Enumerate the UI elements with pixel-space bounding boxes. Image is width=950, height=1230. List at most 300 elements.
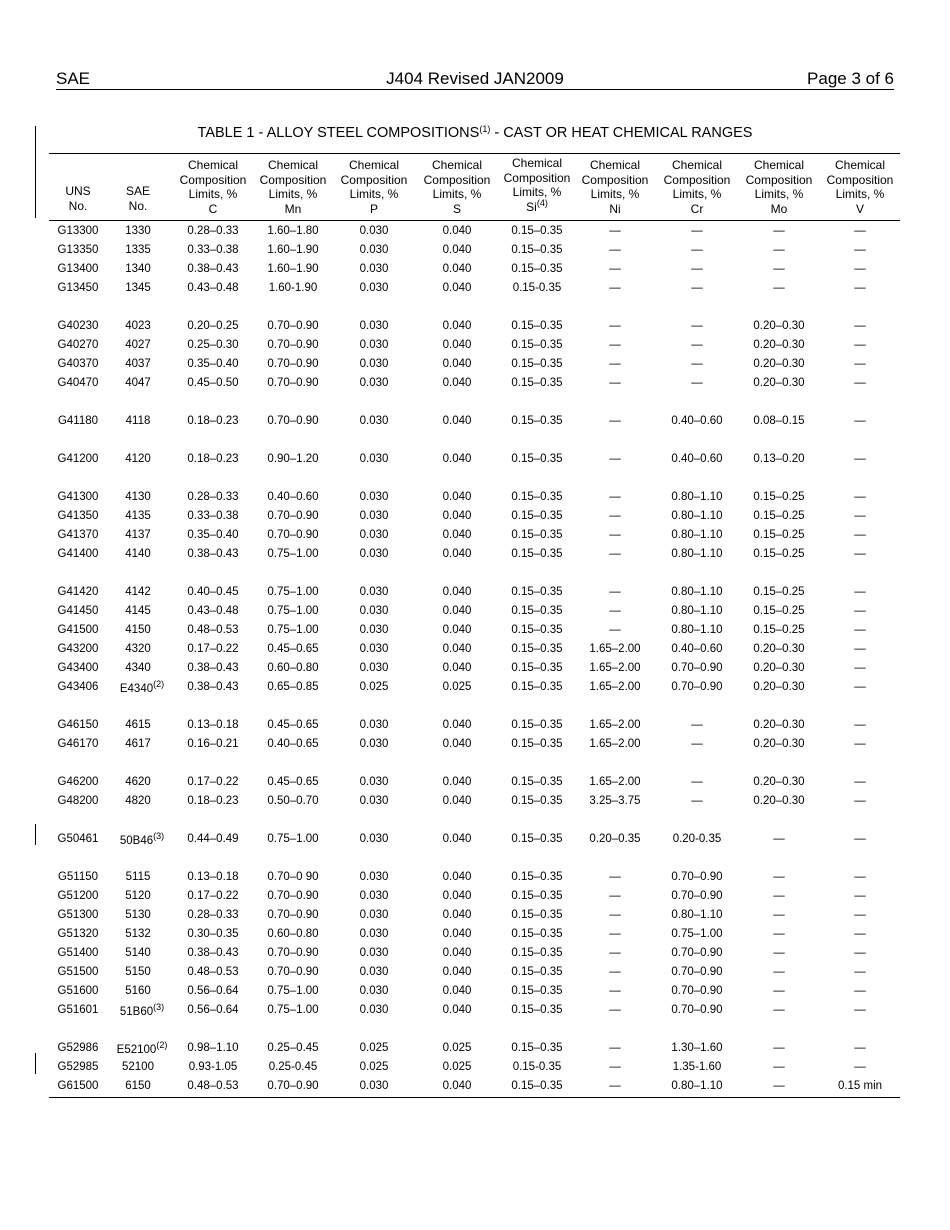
cell-value: 0.15–0.35 xyxy=(511,833,563,845)
cell-mo xyxy=(738,868,820,887)
cell-value: 0.15–0.35 xyxy=(511,339,563,351)
cell-value: 4617 xyxy=(125,738,151,750)
cell-value: G41300 xyxy=(57,491,99,503)
cell-value: 0.20–0.30 xyxy=(753,776,805,788)
cell-cr xyxy=(656,735,738,754)
cell-value: 1.35-1.60 xyxy=(672,1061,722,1073)
cell-value: — xyxy=(854,548,866,560)
change-bar xyxy=(35,1053,36,1074)
table-row xyxy=(49,260,900,279)
cell-value: — xyxy=(609,605,621,617)
cell-mn xyxy=(252,355,334,374)
cell-value: 0.75–1.00 xyxy=(267,586,319,598)
table-row xyxy=(49,488,900,507)
table-row xyxy=(49,1077,900,1096)
cell-value: — xyxy=(691,776,703,788)
cell-p xyxy=(333,1039,415,1058)
cell-p xyxy=(333,545,415,564)
cell-sae xyxy=(97,241,179,260)
cell-c xyxy=(172,868,254,887)
cell-mn xyxy=(252,868,334,887)
cell-s xyxy=(416,659,498,678)
cell-mn xyxy=(252,450,334,469)
cell-value: 0.20–0.30 xyxy=(753,339,805,351)
cell-c xyxy=(172,241,254,260)
cell-value: G41370 xyxy=(57,529,99,541)
cell-value: 1.60–1.90 xyxy=(267,244,319,256)
cell-value: 0.33–0.38 xyxy=(187,510,239,522)
column-header-symbol: Si xyxy=(526,199,537,214)
cell-value: G41180 xyxy=(57,415,99,427)
cell-v xyxy=(819,260,901,279)
cell-value: G41350 xyxy=(57,510,99,522)
cell-value: 5130 xyxy=(125,909,151,921)
cell-ni xyxy=(574,640,656,659)
cell-sae xyxy=(97,792,179,811)
cell-value: 0.030 xyxy=(359,282,389,294)
cell-value: — xyxy=(854,833,866,845)
table-row xyxy=(49,906,900,925)
cell-si xyxy=(496,925,578,944)
cell-value: 0.030 xyxy=(359,244,389,256)
cell-c xyxy=(172,792,254,811)
cell-value: — xyxy=(854,662,866,674)
cell-ni xyxy=(574,412,656,431)
table-row xyxy=(49,1058,900,1077)
column-header-line: SAE xyxy=(125,184,150,198)
cell-value: 51B60 xyxy=(119,1006,154,1018)
table-row xyxy=(49,1001,900,1020)
cell-value: 0.030 xyxy=(359,225,389,237)
cell-mo xyxy=(738,583,820,602)
cell-value: 0.030 xyxy=(359,453,389,465)
column-header-line: Chemical xyxy=(834,158,885,172)
table-row xyxy=(49,944,900,963)
table-row xyxy=(49,735,900,754)
table-title xyxy=(0,125,950,141)
cell-s xyxy=(416,982,498,1001)
cell-value: — xyxy=(609,491,621,503)
cell-mn xyxy=(252,678,334,697)
cell-value: 0.030 xyxy=(359,738,389,750)
cell-v xyxy=(819,1001,901,1020)
cell-value: 0.030 xyxy=(359,909,389,921)
cell-value: 3.25–3.75 xyxy=(589,795,641,807)
cell-value: — xyxy=(854,510,866,522)
cell-value: 0.15–0.35 xyxy=(511,719,563,731)
cell-ni xyxy=(574,279,656,298)
cell-cr xyxy=(656,640,738,659)
cell-value: 0.040 xyxy=(442,339,472,351)
cell-mo xyxy=(738,317,820,336)
cell-value: 0.040 xyxy=(442,966,472,978)
cell-value: 4118 xyxy=(125,415,151,427)
cell-v xyxy=(819,659,901,678)
cell-value: 0.70–0.90 xyxy=(671,681,723,693)
cell-c xyxy=(172,317,254,336)
cell-mo xyxy=(738,925,820,944)
cell-value: 0.040 xyxy=(442,738,472,750)
cell-mn xyxy=(252,906,334,925)
cell-ni xyxy=(574,925,656,944)
cell-value: 0.45–0.65 xyxy=(267,776,319,788)
cell-value: 4135 xyxy=(125,510,151,522)
cell-value: G41450 xyxy=(57,605,99,617)
cell-value: G41200 xyxy=(57,453,99,465)
cell-value: 0.20–0.30 xyxy=(753,738,805,750)
cell-mn xyxy=(252,602,334,621)
cell-mn xyxy=(252,925,334,944)
table-row xyxy=(49,355,900,374)
cell-value: — xyxy=(609,1042,621,1054)
table-row xyxy=(49,317,900,336)
cell-value: — xyxy=(691,225,703,237)
cell-c xyxy=(172,735,254,754)
cell-cr xyxy=(656,659,738,678)
cell-value: 0.15–0.35 xyxy=(511,1042,563,1054)
cell-value: 0.025 xyxy=(359,1061,389,1073)
column-header-line: Chemical xyxy=(753,158,804,172)
cell-cr xyxy=(656,260,738,279)
cell-cr xyxy=(656,450,738,469)
cell-p xyxy=(333,1058,415,1077)
cell-s xyxy=(416,621,498,640)
cell-value: 0.15–0.35 xyxy=(511,738,563,750)
cell-value: 1.60–1.80 xyxy=(267,225,319,237)
cell-value: 0.15-0.35 xyxy=(512,1061,562,1073)
cell-value: 0.040 xyxy=(442,1080,472,1092)
cell-value: — xyxy=(854,719,866,731)
cell-value: — xyxy=(691,282,703,294)
cell-value: — xyxy=(854,491,866,503)
cell-value: 0.13–0.18 xyxy=(187,871,239,883)
cell-cr xyxy=(656,906,738,925)
column-header-line: Chemical xyxy=(187,158,238,172)
cell-value: — xyxy=(609,586,621,598)
cell-s xyxy=(416,317,498,336)
cell-value: 1.65–2.00 xyxy=(589,776,641,788)
cell-value: — xyxy=(854,320,866,332)
column-header-line: V xyxy=(855,201,864,216)
cell-ni xyxy=(574,887,656,906)
cell-value: G13300 xyxy=(57,225,99,237)
cell-value: 0.38–0.43 xyxy=(187,662,239,674)
cell-value: 0.030 xyxy=(359,719,389,731)
cell-value: 0.38–0.43 xyxy=(187,263,239,275)
column-header xyxy=(252,158,334,216)
cell-cr xyxy=(656,982,738,1001)
cell-v xyxy=(819,374,901,393)
cell-si xyxy=(496,1039,578,1058)
cell-value: G51300 xyxy=(57,909,99,921)
cell-si xyxy=(496,336,578,355)
cell-value: 0.70–0.90 xyxy=(267,947,319,959)
cell-value: 0.15–0.35 xyxy=(511,453,563,465)
cell-c xyxy=(172,640,254,659)
cell-value: — xyxy=(854,890,866,902)
cell-value: — xyxy=(773,928,785,940)
cell-value: 0.90–1.20 xyxy=(267,453,319,465)
cell-sae xyxy=(97,963,179,982)
cell-si xyxy=(496,944,578,963)
cell-value: 0.030 xyxy=(359,605,389,617)
cell-value: 0.70–0.90 xyxy=(671,1004,723,1016)
cell-cr xyxy=(656,792,738,811)
cell-value: 4150 xyxy=(125,624,151,636)
cell-mo xyxy=(738,906,820,925)
column-header-line: Chemical xyxy=(671,158,722,172)
cell-v xyxy=(819,906,901,925)
cell-value: — xyxy=(854,339,866,351)
cell-c xyxy=(172,488,254,507)
cell-si xyxy=(496,1058,578,1077)
cell-value: 0.80–1.10 xyxy=(671,909,723,921)
cell-value: — xyxy=(691,795,703,807)
cell-cr xyxy=(656,963,738,982)
cell-value: 4140 xyxy=(125,548,151,560)
cell-value: 4320 xyxy=(125,643,151,655)
cell-cr xyxy=(656,355,738,374)
cell-sae xyxy=(97,507,179,526)
cell-mn xyxy=(252,716,334,735)
cell-value: 4027 xyxy=(125,339,151,351)
cell-value: G61500 xyxy=(57,1080,99,1092)
cell-mo xyxy=(738,792,820,811)
cell-si xyxy=(496,659,578,678)
cell-ni xyxy=(574,659,656,678)
cell-s xyxy=(416,545,498,564)
cell-v xyxy=(819,336,901,355)
table-row xyxy=(49,621,900,640)
cell-value: — xyxy=(854,377,866,389)
cell-mn xyxy=(252,792,334,811)
cell-v xyxy=(819,507,901,526)
cell-p xyxy=(333,317,415,336)
cell-p xyxy=(333,526,415,545)
cell-value: 0.70–0.90 xyxy=(267,966,319,978)
table-row xyxy=(49,887,900,906)
cell-p xyxy=(333,621,415,640)
cell-s xyxy=(416,887,498,906)
cell-value: — xyxy=(609,320,621,332)
cell-value: — xyxy=(609,244,621,256)
table-row xyxy=(49,678,900,697)
cell-value: 0.45–0.65 xyxy=(267,643,319,655)
footnote-ref: (2) xyxy=(153,679,165,689)
cell-value: 1.65–2.00 xyxy=(589,719,641,731)
cell-value: — xyxy=(854,795,866,807)
cell-value: — xyxy=(609,624,621,636)
cell-value: 0.040 xyxy=(442,947,472,959)
cell-s xyxy=(416,260,498,279)
cell-v xyxy=(819,621,901,640)
cell-p xyxy=(333,336,415,355)
cell-s xyxy=(416,1001,498,1020)
cell-value: 0.15–0.35 xyxy=(511,244,563,256)
cell-ni xyxy=(574,830,656,849)
cell-value: — xyxy=(854,529,866,541)
cell-value: 1330 xyxy=(125,225,151,237)
cell-value: 0.80–1.10 xyxy=(671,491,723,503)
cell-value: — xyxy=(854,1004,866,1016)
cell-v xyxy=(819,317,901,336)
cell-value: — xyxy=(609,529,621,541)
cell-value: G43406 xyxy=(57,681,99,693)
cell-value: 0.030 xyxy=(359,833,389,845)
cell-value: 0.17–0.22 xyxy=(187,890,239,902)
cell-s xyxy=(416,222,498,241)
cell-p xyxy=(333,355,415,374)
cell-c xyxy=(172,412,254,431)
cell-p xyxy=(333,906,415,925)
cell-value: 0.80–1.10 xyxy=(671,548,723,560)
cell-sae xyxy=(101,1003,183,1022)
cell-p xyxy=(333,792,415,811)
cell-value: 0.030 xyxy=(359,320,389,332)
cell-p xyxy=(333,260,415,279)
cell-value: 4037 xyxy=(125,358,151,370)
cell-s xyxy=(416,830,498,849)
cell-ni xyxy=(574,1077,656,1096)
cell-value: 0.25-0.45 xyxy=(268,1061,318,1073)
cell-value: 0.44–0.49 xyxy=(187,833,239,845)
cell-ni xyxy=(574,944,656,963)
cell-cr xyxy=(656,925,738,944)
cell-value: 0.040 xyxy=(442,871,472,883)
cell-value: — xyxy=(854,225,866,237)
cell-value: — xyxy=(609,966,621,978)
column-header xyxy=(574,158,656,216)
cell-v xyxy=(819,925,901,944)
table-row xyxy=(49,925,900,944)
cell-v xyxy=(819,963,901,982)
cell-ni xyxy=(574,1039,656,1058)
cell-mn xyxy=(252,773,334,792)
cell-value: 0.15–0.35 xyxy=(511,909,563,921)
cell-p xyxy=(333,716,415,735)
cell-value: 0.48–0.53 xyxy=(187,624,239,636)
cell-value: 0.15–0.35 xyxy=(511,966,563,978)
cell-si xyxy=(496,412,578,431)
cell-c xyxy=(172,906,254,925)
cell-value: — xyxy=(854,1042,866,1054)
cell-value: 1.65–2.00 xyxy=(589,662,641,674)
cell-ni xyxy=(574,317,656,336)
cell-sae xyxy=(97,1058,179,1077)
cell-value: 0.20-0.35 xyxy=(672,833,722,845)
cell-value: — xyxy=(609,1080,621,1092)
cell-v xyxy=(819,830,901,849)
cell-value: 0.040 xyxy=(442,795,472,807)
cell-cr xyxy=(656,526,738,545)
cell-value: 0.040 xyxy=(442,1004,472,1016)
column-header-line: Mo xyxy=(770,201,788,216)
cell-value: 0.28–0.33 xyxy=(187,491,239,503)
cell-cr xyxy=(656,716,738,735)
cell-p xyxy=(333,963,415,982)
cell-value: 0.25–0.45 xyxy=(267,1042,319,1054)
cell-value: 0.040 xyxy=(442,586,472,598)
cell-value: 1.65–2.00 xyxy=(589,681,641,693)
cell-value: — xyxy=(691,244,703,256)
cell-value: — xyxy=(609,928,621,940)
cell-value: 0.040 xyxy=(442,985,472,997)
cell-mn xyxy=(252,222,334,241)
cell-sae xyxy=(97,222,179,241)
cell-mo xyxy=(738,336,820,355)
cell-value: 0.13–0.18 xyxy=(187,719,239,731)
cell-value: — xyxy=(773,1080,785,1092)
table-row xyxy=(49,716,900,735)
cell-value: 0.030 xyxy=(359,890,389,902)
cell-value: — xyxy=(773,282,785,294)
cell-mo xyxy=(738,659,820,678)
cell-cr xyxy=(656,317,738,336)
cell-value: — xyxy=(773,890,785,902)
cell-mn xyxy=(252,412,334,431)
cell-value: 0.98–1.10 xyxy=(187,1042,239,1054)
column-header xyxy=(819,158,901,216)
cell-value: 4137 xyxy=(125,529,151,541)
cell-value: 0.48–0.53 xyxy=(187,966,239,978)
cell-value: 0.025 xyxy=(442,1061,472,1073)
cell-value: 0.50–0.70 xyxy=(267,795,319,807)
cell-value: 0.15–0.35 xyxy=(511,662,563,674)
cell-v xyxy=(819,583,901,602)
cell-value: — xyxy=(854,738,866,750)
cell-c xyxy=(172,336,254,355)
cell-ni xyxy=(574,773,656,792)
cell-ni xyxy=(574,982,656,1001)
cell-value: 0.025 xyxy=(442,681,472,693)
cell-sae xyxy=(97,412,179,431)
cell-c xyxy=(172,830,254,849)
cell-value: E52100 xyxy=(116,1044,157,1056)
cell-sae xyxy=(97,944,179,963)
cell-value: G51400 xyxy=(57,947,99,959)
column-header-line: Composition xyxy=(259,172,327,187)
cell-value: 0.80–1.10 xyxy=(671,605,723,617)
cell-mn xyxy=(252,659,334,678)
cell-value: 0.20–0.30 xyxy=(753,681,805,693)
cell-value: 0.15–0.35 xyxy=(511,491,563,503)
cell-s xyxy=(416,1058,498,1077)
cell-value: — xyxy=(854,776,866,788)
cell-value: 0.15–0.35 xyxy=(511,415,563,427)
cell-value: 0.030 xyxy=(359,871,389,883)
cell-value: 0.65–0.85 xyxy=(267,681,319,693)
cell-value: — xyxy=(773,244,785,256)
cell-value: 1.65–2.00 xyxy=(589,738,641,750)
cell-value: 0.040 xyxy=(442,662,472,674)
cell-value: — xyxy=(609,985,621,997)
cell-value: 0.38–0.43 xyxy=(187,681,239,693)
cell-cr xyxy=(656,374,738,393)
cell-value: G43200 xyxy=(57,643,99,655)
cell-ni xyxy=(574,488,656,507)
cell-value: 0.040 xyxy=(442,225,472,237)
cell-value: — xyxy=(609,282,621,294)
cell-value: 0.15–0.35 xyxy=(511,586,563,598)
cell-value: — xyxy=(854,282,866,294)
cell-value: 0.15–0.35 xyxy=(511,320,563,332)
cell-mn xyxy=(252,887,334,906)
cell-value: — xyxy=(773,1042,785,1054)
cell-value: 0.030 xyxy=(359,947,389,959)
cell-p xyxy=(333,241,415,260)
cell-value: 0.60–0.80 xyxy=(267,928,319,940)
column-header-line: Mn xyxy=(284,201,302,216)
